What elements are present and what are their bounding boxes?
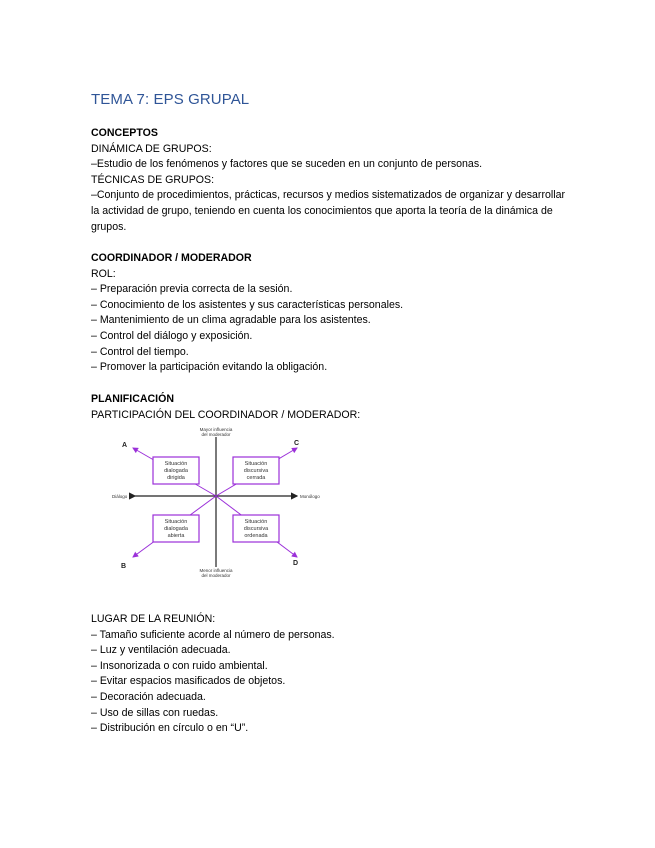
box-b-line: abierta <box>167 533 185 539</box>
box-d-line: ordenada <box>244 533 268 539</box>
planificacion-subheading: PARTICIPACIÓN DEL COORDINADOR / MODERADOR: <box>91 408 361 421</box>
corner-b-label: B <box>121 563 127 570</box>
box-c-line: Situación <box>244 461 268 467</box>
lugar-item: – Distribución en círculo o en “U”. <box>91 722 249 735</box>
lugar-item: – Uso de sillas con ruedas. <box>91 706 219 719</box>
left-axis-label: Diálogo <box>112 494 128 499</box>
planificacion-heading: PLANIFICACIÓN <box>91 393 174 405</box>
rol-item: – Preparación previa correcta de la sesión. <box>91 283 293 296</box>
lugar-item: – Luz y ventilación adecuada. <box>91 644 231 657</box>
corner-a-label: A <box>122 442 128 449</box>
dinamica-label: DINÁMICA DE GRUPOS: <box>91 142 212 155</box>
conceptos-heading: CONCEPTOS <box>91 127 158 139</box>
rol-item: – Control del diálogo y exposición. <box>91 329 253 342</box>
coordinador-section <box>91 251 571 376</box>
coordinador-heading: COORDINADOR / MODERADOR <box>91 252 252 264</box>
lugar-item: – Tamaño suficiente acorde al número de personas. <box>91 628 335 641</box>
planificacion-section <box>91 392 571 423</box>
box-a-line: dialogada <box>164 468 188 474</box>
tecnicas-label: TÉCNICAS DE GRUPOS: <box>91 173 215 186</box>
lugar-item: – Decoración adecuada. <box>91 690 206 703</box>
box-d-line: Situación <box>244 519 268 525</box>
lugar-section <box>91 612 571 737</box>
top-label-line: del moderador <box>201 432 231 437</box>
lugar-item: – Insonorizada o con ruido ambiental. <box>91 659 268 672</box>
box-b-line: Situación <box>164 519 188 525</box>
rol-item: – Conocimiento de los asistentes y sus características personales. <box>91 298 404 311</box>
corner-c-label: C <box>294 440 300 447</box>
tecnicas-text: –Conjunto de procedimientos, prácticas, recursos y medios sistematizados de organizar y desarrollar la actividad de grupo, teniendo en cuenta los conocimientos que aporta la teoría de la dinámica de grupos. <box>91 189 565 233</box>
box-a-line: dirigida <box>167 475 185 481</box>
rol-item: – Promover la participación evitando la obligación. <box>91 361 328 374</box>
lugar-item: – Evitar espacios masificados de objetos. <box>91 675 286 688</box>
diagram-svg <box>111 427 329 583</box>
box-b-line: dialogada <box>164 526 188 532</box>
lugar-heading: LUGAR DE LA REUNIÓN: <box>91 613 216 625</box>
page-title: TEMA 7: EPS GRUPAL <box>91 91 250 108</box>
bottom-label-line: Menor influencia <box>199 568 233 573</box>
box-c-line: discursiva <box>243 468 269 474</box>
rol-item: – Control del tiempo. <box>91 345 189 358</box>
corner-d-label: D <box>293 560 299 567</box>
right-axis-label: Monólogo <box>300 494 320 499</box>
box-d-line: discursiva <box>243 526 269 532</box>
box-c-line: cerrada <box>246 475 266 481</box>
box-a-line: Situación <box>164 461 188 467</box>
participation-diagram <box>111 427 329 583</box>
dinamica-text: –Estudio de los fenómenos y factores que se suceden en un conjunto de personas. <box>91 158 483 171</box>
bottom-label-line: del moderador <box>201 573 231 578</box>
conceptos-section <box>91 126 571 235</box>
top-label-line: Mayor influencia <box>199 427 233 432</box>
rol-item: – Mantenimiento de un clima agradable para los asistentes. <box>91 314 371 327</box>
rol-label: ROL: <box>91 267 116 280</box>
